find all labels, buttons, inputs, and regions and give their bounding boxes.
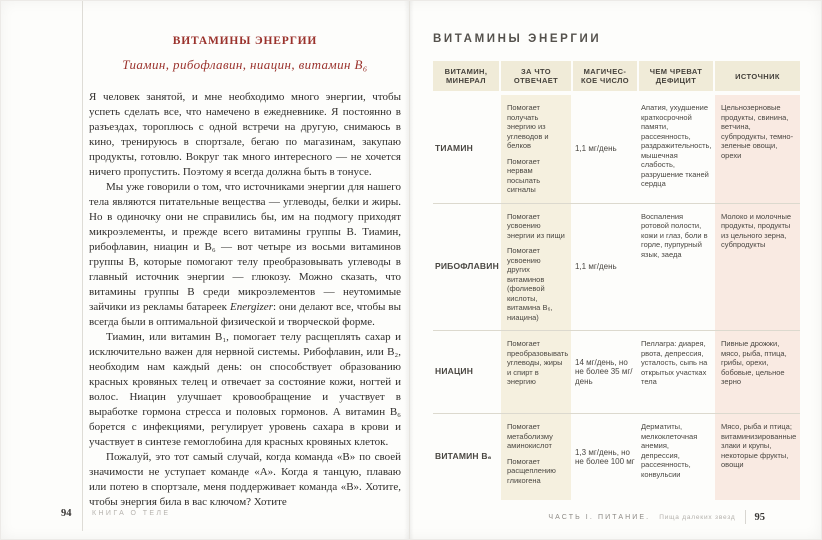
brand-name-italic: Energizer bbox=[230, 301, 273, 313]
page-number: 94 bbox=[61, 508, 72, 519]
table-header-row bbox=[433, 61, 800, 91]
paragraph: Пожалуй, это тот самый случай, когда команда «В» по своей значимости не уступает команде «А». Когда я танцую, плаваю или потею в спортзале, меня поддерживает команда «В». Хотите, чтобы энергия била в вас ключом? Хотите bbox=[89, 451, 401, 508]
cell-vitamin-name: ВИТАМИН В₆ bbox=[435, 451, 492, 462]
cell-deficit: Пеллагра: диарея, рвота, депрессия, усталость, сыпь на открытых участках тела bbox=[641, 339, 708, 386]
cell-paragraph: Помогает нервам посылать сигналы bbox=[507, 156, 541, 194]
header-cell-source: ИСТОЧНИК bbox=[715, 61, 800, 91]
paragraph-text: : они делают все, чтобы вы всегда были в оптимальной физической и творческой форме. bbox=[89, 301, 401, 328]
page-number: 95 bbox=[754, 511, 765, 523]
cell-paragraph: Помогает расщеплению гликогена bbox=[507, 456, 556, 485]
table-row bbox=[433, 330, 800, 413]
paragraph: Я человек занятой, и мне необходимо много энергии, чтобы успеть сделать все, что намечено в ежедневнике. Я постоянно в разъездах, тороплюсь с одной встречи на другую, снимаюсь в кино, тренируюсь в спортзале, бегаю по магазинам, закупаю продукты, готовлю. Вокруг так много интересного — не хочется ничего пропустить. Поэтому я всегда должна быть в тонусе. bbox=[89, 91, 401, 178]
running-head-section: ЧАСТЬ I. ПИТАНИЕ. bbox=[548, 513, 651, 521]
running-head-book-title: КНИГА О ТЕЛЕ bbox=[92, 510, 171, 517]
table-body bbox=[433, 95, 800, 500]
cell-source: Молоко и молочные продукты, продукты из цельного зерна, субпродукты bbox=[715, 204, 800, 331]
cell-magic-number: 1,1 мг/день bbox=[575, 262, 617, 271]
left-page-footer bbox=[61, 508, 171, 519]
paragraph: Тиамин, или витамин В₁, помогает телу расщеплять сахар и исключительно важен для нервной системы. Рибофлавин, или В₂, необходим нам каждый день: он способствует образованию красных кровяных телец и отвечает за состояние кожи, ногтей и волос. Ниацин улучшает кровообращение и участвует в выработке гормона стресса и половых гормонов. А витамин В₆ борется с инфекциями, регулирует уровень сахара в крови и участвует в синтезе гемоглобина для красных кровяных клеток. bbox=[89, 331, 401, 448]
header-cell-magic-number: МАГИЧЕС-КОЕ ЧИСЛО bbox=[573, 61, 637, 91]
cell-magic-number: 14 мг/день, но не более 35 мг/день bbox=[575, 357, 633, 386]
cell-deficit: Апатия, ухудшение краткосрочной памяти, рассеянность, раздражительность, мышечная слабость, разрушение тканей сердца bbox=[641, 103, 712, 188]
vitamins-table bbox=[433, 61, 800, 500]
left-page bbox=[89, 31, 401, 510]
page-gutter-line bbox=[409, 1, 410, 539]
running-head-chapter: Пища далеких звезд bbox=[659, 513, 736, 521]
cell-responsible bbox=[501, 204, 571, 331]
cell-deficit: Воспаления ротовой полости, кожи и глаз, боли в горле, пурпурный язык, заеда bbox=[641, 211, 708, 259]
paragraph bbox=[89, 180, 401, 330]
cell-source: Цельнозерновые продукты, свинина, ветчина, субпродукты, темно-зеленые овощи, орехи bbox=[715, 95, 800, 203]
cell-paragraph: Помогает усвоению других витаминов (фолиевой кислоты, витамина В₆, ниацина) bbox=[507, 246, 553, 322]
cell-vitamin-name: ТИАМИН bbox=[435, 143, 473, 153]
table-title: ВИТАМИНЫ ЭНЕРГИИ bbox=[433, 33, 602, 45]
chapter-subtitle: Тиамин, рибофлавин, ниацин, витамин В₆ bbox=[122, 57, 368, 72]
cell-paragraph: Помогает усвоению энергии из пищи bbox=[507, 211, 565, 240]
cell-magic-number: 1,1 мг/день bbox=[575, 144, 617, 153]
cell-responsible bbox=[501, 331, 571, 413]
body-text bbox=[89, 90, 401, 510]
cell-vitamin-name: РИБОФЛАВИН bbox=[435, 261, 499, 271]
header-cell-responsible: ЗА ЧТО ОТВЕЧАЕТ bbox=[501, 61, 571, 91]
cell-deficit: Дерматиты, мелкоклеточная анемия, депрессия, рассеянность, конвульсии bbox=[641, 422, 698, 479]
table-row bbox=[433, 413, 800, 500]
cell-paragraph: Помогает преобразовывать углеводы, жиры и спирт в энергию bbox=[507, 339, 569, 386]
header-cell-vitamin: ВИТАМИН, МИНЕРАЛ bbox=[433, 61, 499, 91]
cell-responsible bbox=[501, 414, 571, 500]
cell-paragraph: Помогает метаболизму аминокислот bbox=[507, 422, 553, 450]
cell-source: Мясо, рыба и птица; витаминизированные злаки и крупы, некоторые фрукты, овощи bbox=[715, 414, 800, 500]
footer-divider bbox=[745, 510, 746, 524]
cell-vitamin-name: НИАЦИН bbox=[435, 366, 474, 377]
header-cell-deficit: ЧЕМ ЧРЕВАТ ДЕФИЦИТ bbox=[639, 61, 713, 91]
paragraph-text: Мы уже говорили о том, что источниками энергии для нашего тела являются питательные вещества — углеводы, белки и жиры. Но в одиночку они не справились бы, им на подмогу приходят микроэлементы, и прежде всего витамины группы В. Тиамин, рибофлавин, ниацин и В₆ — вот четыре из восьми витаминов группы В, которые помогают телу преобразовывать углеводы в главный источник энергии — глюкозу. Можно сказать, что витамины группы В среди микроэлементов — неутомимые зайчики из рекламы батареек bbox=[89, 181, 401, 313]
cell-responsible bbox=[501, 95, 571, 203]
cell-paragraph: Помогает получать энергию из углеводов и белков bbox=[507, 103, 549, 150]
left-page-margin-rule bbox=[82, 1, 83, 531]
right-page-footer bbox=[548, 510, 765, 524]
table-row bbox=[433, 95, 800, 203]
cell-source: Пивные дрожжи, мясо, рыба, птица, грибы, орехи, бобовые, цельное зерно bbox=[715, 331, 800, 413]
cell-magic-number: 1,3 мг/день, но не более 100 мг bbox=[575, 447, 635, 466]
chapter-title: ВИТАМИНЫ ЭНЕРГИИ bbox=[172, 35, 318, 47]
table-row bbox=[433, 203, 800, 331]
